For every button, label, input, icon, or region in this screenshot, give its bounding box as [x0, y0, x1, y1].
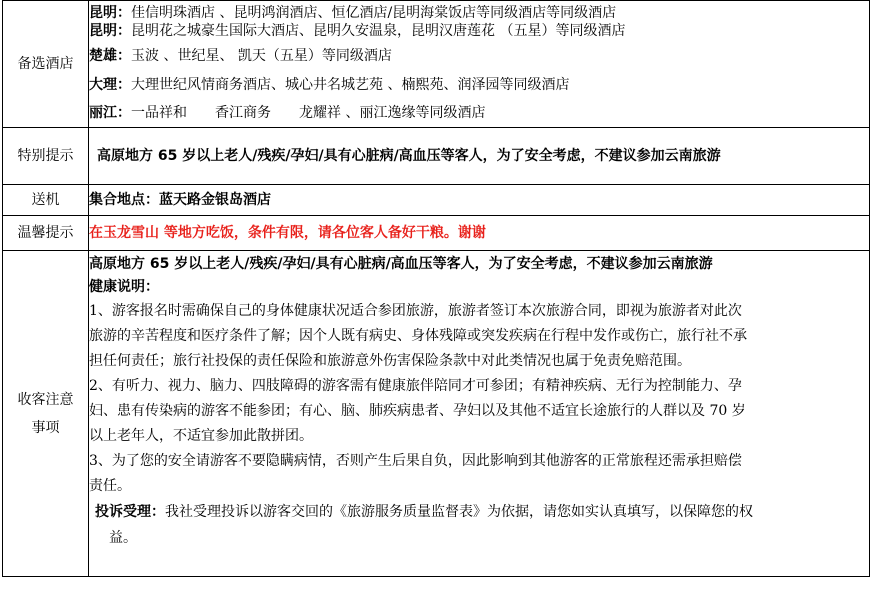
hotel-city: 昆明： [89, 5, 131, 21]
hotels-content [89, 1, 870, 128]
hotel-list: 玉波 、世纪星、 凯天（五星）等同级酒店 [131, 48, 392, 64]
itinerary-notes-table [2, 0, 870, 577]
notes-label-line2: 事项 [31, 419, 60, 436]
hotel-list: 大理世纪风情商务酒店、城心井名城艺苑 、楠熙苑、润泽园等同级酒店 [131, 77, 570, 93]
text-line: 旅游的辛苦程度和医疗条件了解；因个人既有病史、身体残障或突发疾病在行程中发作或伤亡，旅行社不承 [89, 328, 747, 344]
warm-tip-text: 在玉龙雪山 等地方吃饭，条件有限，请各位客人备好干粮。谢谢 [89, 225, 486, 241]
complaint-text: 我社受理投诉以游客交回的《旅游服务质量监督表》为依据，请您如实认真填写，以保障您的权 [165, 504, 753, 520]
health-title: 健康说明： [89, 279, 159, 295]
complaint-line [95, 499, 869, 525]
transfer-label: 送机 [3, 185, 89, 216]
text-line: 2、有听力、视力、脑力、四肢障碍的游客需有健康旅伴陪同才可参团；有精神疾病、无行为控制能力、孕 [89, 378, 742, 394]
hotel-city: 大理： [89, 77, 131, 93]
special-notice-row [3, 128, 870, 185]
meeting-point-text: 集合地点：蓝天路金银岛酒店 [89, 192, 271, 208]
complaint-section [89, 499, 869, 551]
complaint-line-2: 益。 [109, 530, 137, 546]
hotel-line [89, 21, 869, 41]
special-notice-text: 高原地方 65 岁以上老人/残疾/孕妇/具有心脏病/高血压等客人，为了安全考虑，不建议参加云南旅游 [97, 148, 721, 164]
warm-tip-cell [89, 216, 870, 251]
transfer-cell [89, 185, 870, 216]
hotel-city: 丽江： [89, 105, 131, 121]
special-notice-cell [89, 128, 870, 185]
text-line: 妇、患有传染病的游客不能参团；有心、脑、肺疾病患者、孕妇以及其他不适宜长途旅行的人群以及 70 岁 [89, 403, 746, 419]
hotel-list: 一品祥和 香江商务 龙耀祥 、丽江逸缘等同级酒店 [131, 105, 486, 121]
health-item-1 [89, 299, 869, 374]
notes-content [89, 251, 870, 577]
text-line: 以上老年人，不适宜参加此散拼团。 [89, 428, 313, 444]
notes-row [3, 251, 870, 577]
hotel-city: 楚雄： [89, 48, 131, 64]
hotel-list: 佳信明珠酒店 、昆明鸿润酒店、恒亿酒店/昆明海棠饭店等同级酒店等同级酒店 [131, 5, 617, 21]
hotel-line [89, 99, 869, 127]
notes-label [3, 251, 89, 577]
hotels-label: 备选酒店 [3, 1, 89, 128]
text-line: 1、游客报名时需确保自己的身体健康状况适合参团旅游，旅游者签订本次旅游合同，即视为旅游者对此次 [89, 303, 742, 319]
text-line: 责任。 [89, 478, 131, 494]
hotel-city: 昆明： [89, 23, 131, 39]
health-item-2 [89, 374, 869, 449]
notes-label-line1: 收客注意 [17, 391, 74, 408]
text-line: 3、为了您的安全请游客不要隐瞒病情，否则产生后果自负，因此影响到其他游客的正常旅程还需承担赔偿 [89, 453, 742, 469]
hotel-list: 昆明花之城豪生国际大酒店、昆明久安温泉，昆明汉唐莲花 （五星）等同级酒店 [131, 23, 626, 39]
warm-tip-label: 温馨提示 [3, 216, 89, 251]
complaint-title: 投诉受理： [95, 504, 165, 520]
hotel-line [89, 41, 869, 71]
notes-headline: 高原地方 65 岁以上老人/残疾/孕妇/具有心脏病/高血压等客人，为了安全考虑，不建议参加云南旅游 [89, 256, 713, 272]
text-line: 担任何责任；旅行社投保的责任保险和旅游意外伤害保险条款中对此类情况也属于免责免赔范围。 [89, 353, 691, 369]
health-item-3 [89, 449, 869, 499]
hotels-row [3, 1, 870, 128]
transfer-row [3, 185, 870, 216]
special-notice-label: 特别提示 [3, 128, 89, 185]
warm-tip-row [3, 216, 870, 251]
hotel-line [89, 71, 869, 99]
